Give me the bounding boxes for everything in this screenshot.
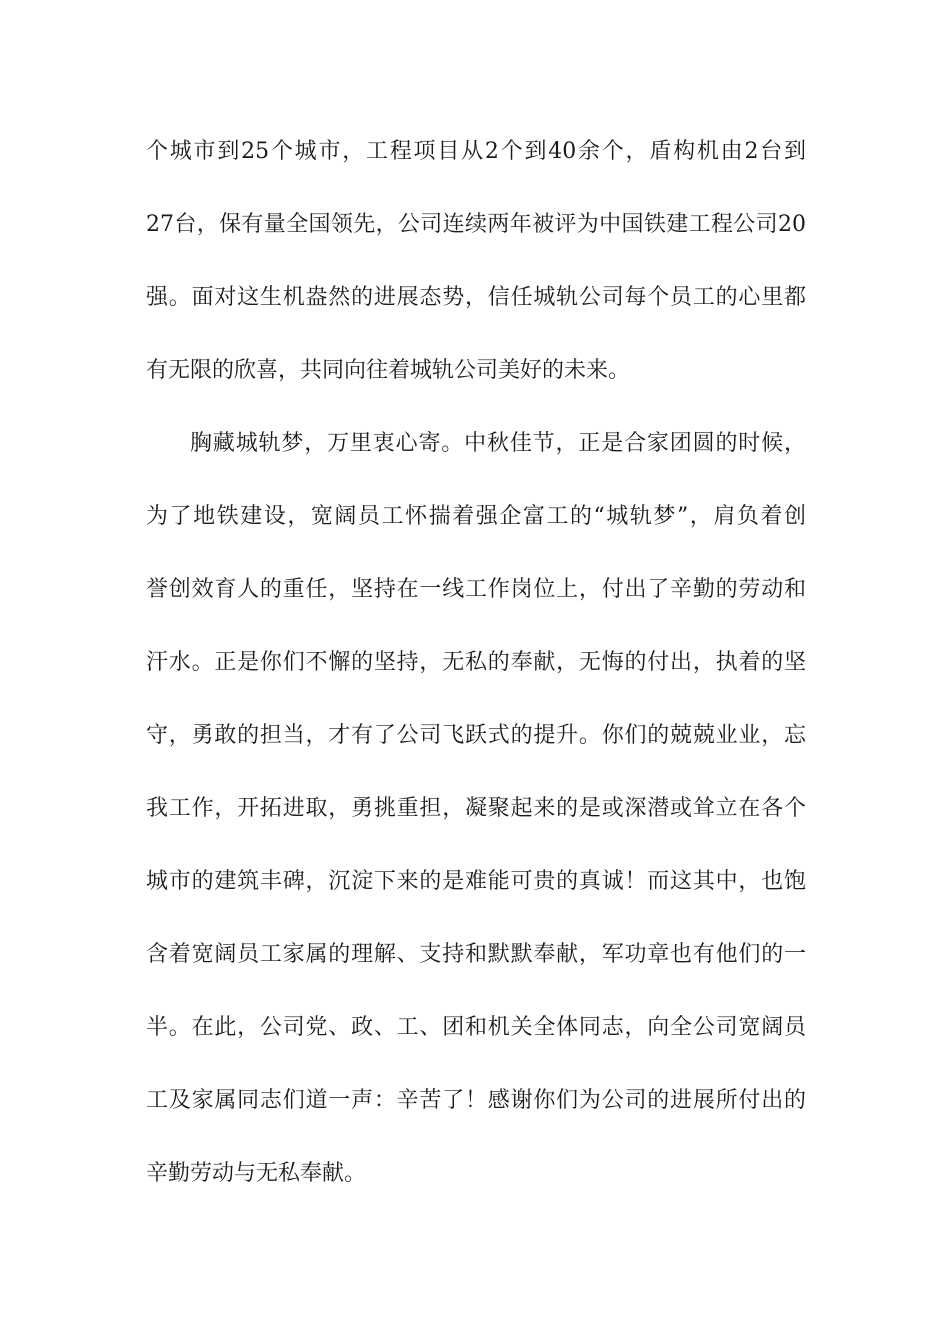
paragraph-2-line-1: 胸藏城轨梦，万里衷心寄。中秋佳节，正是合家团圆的时候， <box>190 431 806 456</box>
paragraph-2-line-6: 我工作，开拓进取，勇挑重担，凝聚起来的是或深潜或耸立在各个 <box>146 796 806 821</box>
paragraph-2-line-7: 城市的建筑丰碑，沉淀下来的是难能可贵的真诚！而这其中，也饱 <box>146 869 806 894</box>
paragraph-2-line-4: 汗水。正是你们不懈的坚持，无私的奉献，无悔的付出，执着的坚 <box>146 650 806 675</box>
paragraph-1-line-4: 有无限的欣喜，共同向往着城轨公司美好的未来。 <box>146 358 631 383</box>
paragraph-2-line-10: 工及家属同志们道一声：辛苦了！感谢你们为公司的进展所付出的 <box>146 1088 806 1113</box>
paragraph-1-line-3: 强。面对这生机盎然的进展态势，信任城轨公司每个员工的心里都 <box>146 285 806 310</box>
paragraph-2-line-11: 辛勤劳动与无私奉献。 <box>146 1161 367 1186</box>
paragraph-2-line-3: 誉创效育人的重任，坚持在一线工作岗位上，付出了辛勤的劳动和 <box>146 577 806 602</box>
paragraph-1-line-2: 27台，保有量全国领先，公司连续两年被评为中国铁建工程公司20 <box>146 212 806 237</box>
paragraph-2-line-9: 半。在此，公司党、政、工、团和机关全体同志，向全公司宽阔员 <box>146 1015 806 1040</box>
paragraph-2-line-2: 为了地铁建设，宽阔员工怀揣着强企富工的“城轨梦”，肩负着创 <box>146 504 806 529</box>
paragraph-2-line-8: 含着宽阔员工家属的理解、支持和默默奉献，军功章也有他们的一 <box>146 942 806 967</box>
paragraph-1-line-1: 个城市到25个城市，工程项目从2个到40余个，盾构机由2台到 <box>146 139 806 164</box>
paragraph-2-line-5: 守，勇敢的担当，才有了公司飞跃式的提升。你们的兢兢业业，忘 <box>146 723 806 748</box>
